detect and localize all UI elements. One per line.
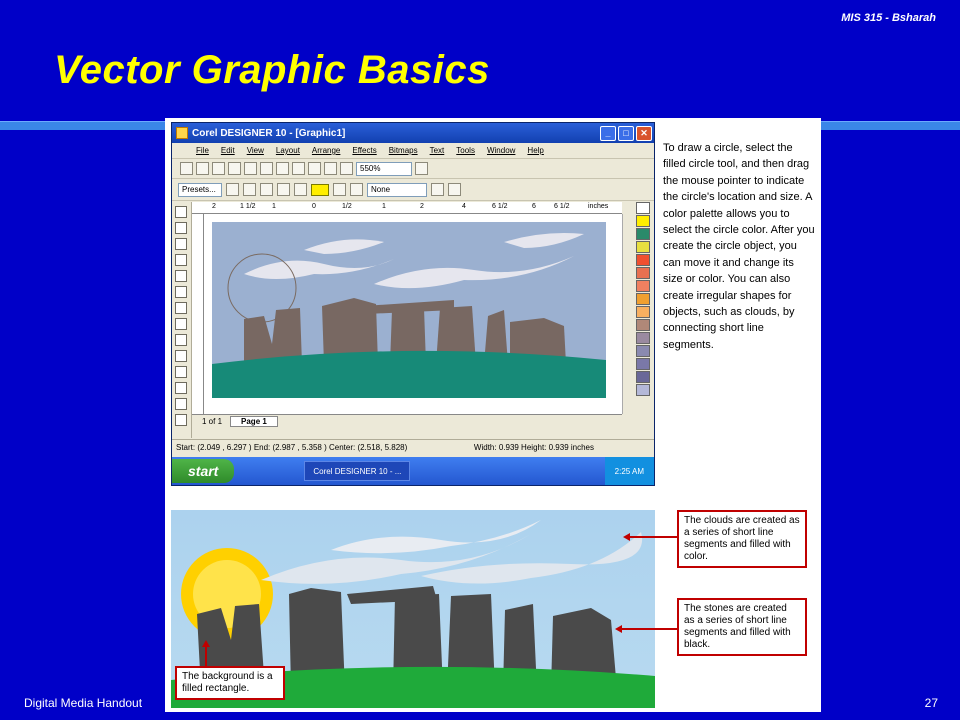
shape-tool-icon[interactable] (175, 222, 187, 234)
header-note: MIS 315 - Bsharah (841, 12, 936, 24)
ruler-label: 6 (532, 203, 536, 210)
arrowhead-stones (615, 625, 622, 633)
palette-swatch[interactable] (636, 254, 650, 266)
ruler-label: 6 1/2 (492, 203, 508, 210)
cross-icon[interactable] (350, 183, 363, 196)
arrow-stones (619, 628, 677, 630)
menu-layout[interactable]: Layout (275, 146, 300, 155)
ruler-label: 0 (312, 203, 316, 210)
copy-icon[interactable] (244, 162, 257, 175)
vertical-ruler (192, 214, 204, 414)
circle-tool-icon[interactable] (175, 286, 187, 298)
pie-icon[interactable] (277, 183, 290, 196)
fill-color-swatch[interactable] (311, 184, 329, 196)
arc-icon[interactable] (294, 183, 307, 196)
ellipse-icon[interactable] (260, 183, 273, 196)
palette-swatch[interactable] (636, 332, 650, 344)
cut-icon[interactable] (228, 162, 241, 175)
close-button[interactable]: ✕ (636, 126, 652, 141)
arrowhead-clouds (623, 533, 630, 541)
palette-swatch[interactable] (636, 267, 650, 279)
maximize-button[interactable]: □ (618, 126, 634, 141)
taskbar (172, 457, 654, 485)
menu-edit[interactable]: Edit (220, 146, 235, 155)
page-counter: 1 of 1 (202, 417, 223, 426)
new-icon[interactable] (180, 162, 193, 175)
window-titlebar (172, 123, 654, 143)
page-tabs-bar (192, 414, 622, 428)
presets-select[interactable]: Presets... (178, 183, 222, 197)
pen-icon[interactable] (333, 183, 346, 196)
ruler-label: 4 (462, 203, 466, 210)
zoom-select[interactable]: 550% (356, 162, 412, 176)
export-icon[interactable] (324, 162, 337, 175)
to-curve-icon[interactable] (448, 183, 461, 196)
no-outline-icon[interactable] (431, 183, 444, 196)
taskbar-item-corel[interactable]: Corel DESIGNER 10 - ... (304, 461, 410, 481)
print-icon[interactable] (340, 162, 353, 175)
ruler-label: 6 1/2 (554, 203, 570, 210)
property-bar (172, 179, 654, 201)
eyedropper-tool-icon[interactable] (175, 398, 187, 410)
ruler-units: inches (588, 203, 609, 210)
palette-swatch[interactable] (636, 202, 650, 214)
palette-swatch[interactable] (636, 280, 650, 292)
window-controls (600, 126, 654, 141)
polygon-tool-icon[interactable] (175, 302, 187, 314)
fill-tool-icon[interactable] (175, 414, 187, 426)
ruler-label: 1 1/2 (240, 203, 256, 210)
menu-window[interactable]: Window (486, 146, 516, 155)
menu-file[interactable]: File (196, 146, 209, 155)
page-number: 27 (924, 696, 938, 710)
text-tool-icon[interactable] (175, 334, 187, 346)
slide-title: Vector Graphic Basics (54, 48, 490, 92)
palette-swatch[interactable] (636, 228, 650, 240)
stonehenge-drawing (204, 214, 622, 414)
freehand-tool-icon[interactable] (175, 238, 187, 250)
footer-left: Digital Media Handout (24, 696, 143, 710)
window-title: Corel DESIGNER 10 - [Graphic1] (192, 127, 346, 139)
tab-page-1[interactable]: Page 1 (230, 416, 278, 427)
menu-bar (172, 143, 654, 159)
save-icon[interactable] (212, 162, 225, 175)
vertical-scrollbar[interactable] (622, 214, 634, 414)
palette-swatch[interactable] (636, 306, 650, 318)
import-icon[interactable] (308, 162, 321, 175)
outline-width-select[interactable]: None (367, 183, 427, 197)
palette-swatch[interactable] (636, 293, 650, 305)
connector-tool-icon[interactable] (175, 382, 187, 394)
system-tray (605, 457, 654, 485)
app-icon (176, 127, 188, 139)
ruler-label: 2 (212, 203, 216, 210)
palette-swatch[interactable] (636, 241, 650, 253)
callout-clouds: The clouds are created as a series of short line segments and filled with color. (677, 510, 807, 568)
grass-shape (212, 351, 606, 398)
ruler-label: 1/2 (342, 203, 352, 210)
start-button[interactable]: start (172, 459, 234, 483)
callout-stones: The stones are created as a series of short line segments and filled with black. (677, 598, 807, 656)
color-palette (636, 202, 652, 412)
open-icon[interactable] (196, 162, 209, 175)
menu-arrange[interactable]: Arrange (311, 146, 341, 155)
stonehenge-illustration (171, 510, 800, 708)
palette-swatch[interactable] (636, 215, 650, 227)
description-text: To draw a circle, select the filled circle tool, and then drag the mouse pointer to indicate the circle's location and size. A color palette allows you to select the circle color. After you create the circle object, you can move it and change its size or color. You can also create irregular shapes for objects, such as clouds, by connecting short line segments. (663, 142, 815, 351)
ruler-label: 2 (420, 203, 424, 210)
menu-effects[interactable]: Effects (352, 146, 377, 155)
menu-bitmaps[interactable]: Bitmaps (388, 146, 418, 155)
ruler-label: 1 (272, 203, 276, 210)
ruler-label: 1 (382, 203, 386, 210)
menu-text[interactable]: Text (429, 146, 445, 155)
arrow-clouds (627, 536, 677, 538)
menu-view[interactable]: View (246, 146, 264, 155)
remove-preset-icon[interactable] (243, 183, 256, 196)
palette-swatch[interactable] (636, 384, 650, 396)
menu-tools[interactable]: Tools (456, 146, 475, 155)
zoom-icon[interactable] (415, 162, 428, 175)
menu-help[interactable]: Help (527, 146, 544, 155)
star-tool-icon[interactable] (175, 318, 187, 330)
add-preset-icon[interactable] (226, 183, 239, 196)
redo-icon[interactable] (292, 162, 305, 175)
clock: 2:25 AM (614, 466, 644, 476)
palette-swatch[interactable] (636, 345, 650, 357)
status-size: Width: 0.939 Height: 0.939 inches (473, 443, 594, 452)
minimize-button[interactable]: _ (600, 126, 616, 141)
rectangle-tool-icon[interactable] (175, 254, 187, 266)
figure-panel (165, 118, 821, 712)
table-tool-icon[interactable] (175, 350, 187, 362)
dimension-tool-icon[interactable] (175, 366, 187, 378)
paste-icon[interactable] (260, 162, 273, 175)
arrow-background (205, 646, 207, 666)
undo-icon[interactable] (276, 162, 289, 175)
toolbox (172, 202, 192, 438)
palette-swatch[interactable] (636, 358, 650, 370)
palette-swatch[interactable] (636, 319, 650, 331)
work-area (172, 202, 654, 438)
standard-toolbar (172, 159, 654, 179)
ellipse-tool-icon[interactable] (175, 270, 187, 282)
status-coordinates: Start: (2.049 , 6.297 ) End: (2.987 , 5.358 ) Center: (2.518, 5.828) (176, 443, 408, 452)
arrowhead-background (202, 640, 210, 647)
corel-window (171, 122, 655, 486)
callout-background: The background is a filled rectangle. (175, 666, 285, 700)
status-bar (172, 439, 654, 455)
palette-swatch[interactable] (636, 371, 650, 383)
drawing-canvas[interactable] (204, 214, 622, 414)
horizontal-ruler (192, 202, 622, 214)
pick-tool-icon[interactable] (175, 206, 187, 218)
